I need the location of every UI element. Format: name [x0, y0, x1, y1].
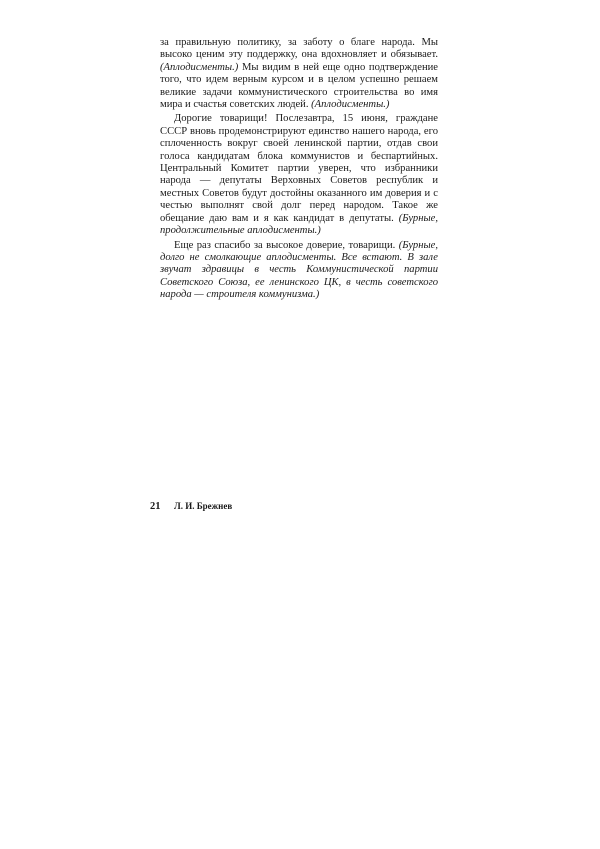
page-footer [150, 500, 232, 513]
paragraph-1-text-a: за правильную политику, за заботу о благе народа. Мы высоко ценим эту поддержку, она вдохновляет и обязывает. [160, 37, 438, 61]
paragraph-3 [160, 240, 438, 302]
applause-remark: (Бурные, продолжительные аплодисменты.) [160, 212, 438, 237]
paragraph-1 [160, 37, 438, 111]
closing-remark: (Бурные, долго не смолкающие аплодисменты. Все встают. В зале звучат здравицы в честь Коммунистической партии Советского Союза, ее ленинского ЦК, в честь советского народа — строителя коммунизма.) [160, 239, 438, 301]
paragraph-2-text: Дорогие товарищи! Послезавтра, 15 июня, граждане СССР вновь продемонстрируют единство нашего народа, его сплоченность вокруг своей ленинской партии, отдав свои голоса кандидатам блока коммунистов и беспартийных. Центральный Комитет партии уверен, что избранники народа — депутаты Верховных Советов республик и местных Советов будут достойны оказанного им доверия и с честью выполнят свой долг перед народом. Такое же обещание даю вам и я как кандидат в депутаты. [160, 113, 438, 224]
paragraph-3-text: Еще раз спасибо за высокое доверие, товарищи. [174, 239, 399, 251]
applause-remark: (Аплодисменты.) [160, 61, 239, 73]
paragraph-2 [160, 113, 438, 237]
applause-remark: (Аплодисменты.) [311, 99, 390, 111]
running-head: Л. И. Брежнев [174, 501, 233, 511]
page-number: 21 [150, 501, 161, 512]
speech-text [160, 37, 438, 302]
paragraph-1-text-b: Мы видим в ней еще одно подтверждение того, что идем верным курсом и в целом успешно решаем великие задачи коммунистического строительства во имя мира и счастья советских людей. [160, 61, 438, 111]
